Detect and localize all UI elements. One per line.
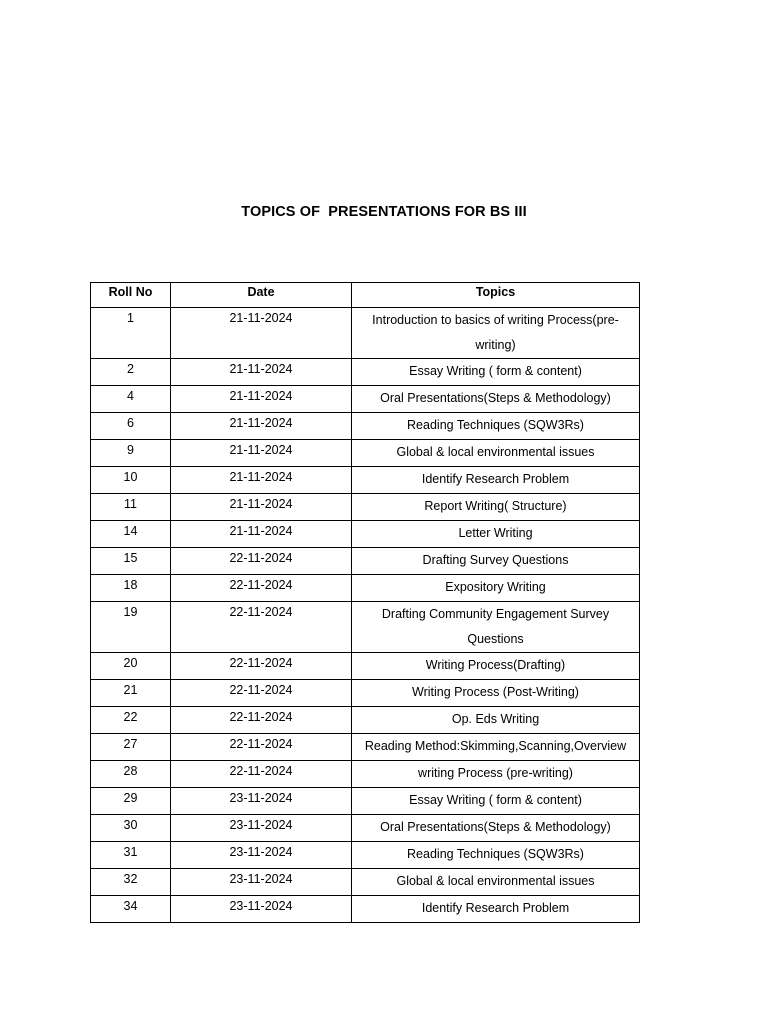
table-header-row xyxy=(91,283,640,308)
date-cell: 21-11-2024 xyxy=(171,359,352,386)
roll-no-cell: 10 xyxy=(91,467,171,494)
table-row xyxy=(91,467,640,494)
date-cell: 23-11-2024 xyxy=(171,869,352,896)
table-row xyxy=(91,815,640,842)
topic-cell: Oral Presentations(Steps & Methodology) xyxy=(352,386,640,413)
date-cell: 22-11-2024 xyxy=(171,761,352,788)
roll-no-cell: 29 xyxy=(91,788,171,815)
topic-cell: Essay Writing ( form & content) xyxy=(352,359,640,386)
table-row xyxy=(91,653,640,680)
date-cell: 21-11-2024 xyxy=(171,494,352,521)
table-row xyxy=(91,308,640,359)
date-cell: 22-11-2024 xyxy=(171,548,352,575)
date-cell: 22-11-2024 xyxy=(171,602,352,653)
date-cell: 22-11-2024 xyxy=(171,707,352,734)
roll-no-cell: 27 xyxy=(91,734,171,761)
date-cell: 21-11-2024 xyxy=(171,467,352,494)
date-cell: 23-11-2024 xyxy=(171,815,352,842)
roll-no-cell: 14 xyxy=(91,521,171,548)
table-row xyxy=(91,413,640,440)
roll-no-cell: 20 xyxy=(91,653,171,680)
topic-cell: Introduction to basics of writing Process(pre-writing) xyxy=(352,308,640,359)
roll-no-cell: 28 xyxy=(91,761,171,788)
roll-no-cell: 15 xyxy=(91,548,171,575)
topic-cell: Writing Process (Post-Writing) xyxy=(352,680,640,707)
table-row xyxy=(91,575,640,602)
topic-cell: Global & local environmental issues xyxy=(352,869,640,896)
roll-no-cell: 4 xyxy=(91,386,171,413)
roll-no-cell: 19 xyxy=(91,602,171,653)
topic-cell: Report Writing( Structure) xyxy=(352,494,640,521)
roll-no-cell: 22 xyxy=(91,707,171,734)
roll-no-cell: 1 xyxy=(91,308,171,359)
date-cell: 23-11-2024 xyxy=(171,896,352,923)
document-title: TOPICS OF PRESENTATIONS FOR BS III xyxy=(241,204,527,220)
table-row xyxy=(91,440,640,467)
roll-no-cell: 34 xyxy=(91,896,171,923)
topic-cell: Reading Techniques (SQW3Rs) xyxy=(352,842,640,869)
roll-no-cell: 9 xyxy=(91,440,171,467)
date-cell: 22-11-2024 xyxy=(171,680,352,707)
presentation-schedule-table xyxy=(90,282,640,923)
roll-no-cell: 18 xyxy=(91,575,171,602)
topic-cell: Global & local environmental issues xyxy=(352,440,640,467)
table-row xyxy=(91,788,640,815)
header-roll-no: Roll No xyxy=(91,283,171,308)
date-cell: 22-11-2024 xyxy=(171,734,352,761)
table-row xyxy=(91,734,640,761)
roll-no-cell: 2 xyxy=(91,359,171,386)
date-cell: 23-11-2024 xyxy=(171,842,352,869)
table-row xyxy=(91,896,640,923)
roll-no-cell: 11 xyxy=(91,494,171,521)
topic-cell: Oral Presentations(Steps & Methodology) xyxy=(352,815,640,842)
date-cell: 21-11-2024 xyxy=(171,413,352,440)
date-cell: 22-11-2024 xyxy=(171,575,352,602)
topic-cell: Writing Process(Drafting) xyxy=(352,653,640,680)
roll-no-cell: 30 xyxy=(91,815,171,842)
date-cell: 21-11-2024 xyxy=(171,521,352,548)
roll-no-cell: 6 xyxy=(91,413,171,440)
topic-cell: Drafting Survey Questions xyxy=(352,548,640,575)
date-cell: 21-11-2024 xyxy=(171,440,352,467)
topic-cell: Letter Writing xyxy=(352,521,640,548)
roll-no-cell: 21 xyxy=(91,680,171,707)
header-date: Date xyxy=(171,283,352,308)
table-row xyxy=(91,842,640,869)
table-row xyxy=(91,359,640,386)
table-row xyxy=(91,521,640,548)
roll-no-cell: 32 xyxy=(91,869,171,896)
topic-cell: Essay Writing ( form & content) xyxy=(352,788,640,815)
table-row xyxy=(91,680,640,707)
table-row xyxy=(91,602,640,653)
header-topics: Topics xyxy=(352,283,640,308)
topic-cell: Op. Eds Writing xyxy=(352,707,640,734)
date-cell: 21-11-2024 xyxy=(171,386,352,413)
topic-cell: Expository Writing xyxy=(352,575,640,602)
table-row xyxy=(91,548,640,575)
table-row xyxy=(91,707,640,734)
date-cell: 21-11-2024 xyxy=(171,308,352,359)
roll-no-cell: 31 xyxy=(91,842,171,869)
date-cell: 22-11-2024 xyxy=(171,653,352,680)
topic-cell: Reading Method:Skimming,Scanning,Overview xyxy=(352,734,640,761)
topic-cell: writing Process (pre-writing) xyxy=(352,761,640,788)
topic-cell: Drafting Community Engagement Survey Questions xyxy=(352,602,640,653)
topic-cell: Reading Techniques (SQW3Rs) xyxy=(352,413,640,440)
table-row xyxy=(91,386,640,413)
table-row xyxy=(91,761,640,788)
table-row xyxy=(91,869,640,896)
table-row xyxy=(91,494,640,521)
date-cell: 23-11-2024 xyxy=(171,788,352,815)
topic-cell: Identify Research Problem xyxy=(352,467,640,494)
topic-cell: Identify Research Problem xyxy=(352,896,640,923)
